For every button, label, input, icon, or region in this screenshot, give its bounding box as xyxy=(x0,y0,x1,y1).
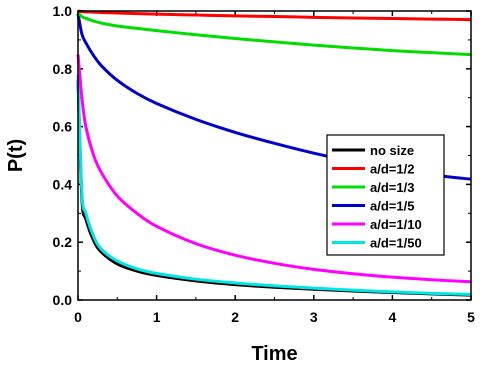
x-tick-label: 0 xyxy=(74,309,82,325)
x-axis-title: Time xyxy=(251,343,298,365)
legend-label: a/d=1/50 xyxy=(370,235,422,251)
legend-label: a/d=1/2 xyxy=(370,161,415,177)
x-tick-label: 2 xyxy=(231,309,240,325)
y-tick-label: 0.4 xyxy=(52,176,72,193)
y-tick-label: 0.8 xyxy=(52,60,72,77)
x-tick-label: 1 xyxy=(152,309,161,325)
legend-label: a/d=1/3 xyxy=(370,180,415,195)
x-tick-label: 5 xyxy=(467,309,475,325)
x-tick-label: 3 xyxy=(309,309,318,325)
y-tick-label: 0.0 xyxy=(52,292,72,308)
legend-label: a/d=1/10 xyxy=(370,217,422,232)
y-tick-label: 1.0 xyxy=(52,3,72,19)
x-tick-label: 4 xyxy=(388,309,397,325)
legend xyxy=(327,135,444,255)
y-axis-title: P(t) xyxy=(5,138,27,173)
legend-label: no size xyxy=(370,143,415,158)
y-tick-label: 0.2 xyxy=(52,234,72,251)
y-tick-label: 0.6 xyxy=(52,118,72,135)
legend-label: a/d=1/5 xyxy=(370,198,415,214)
